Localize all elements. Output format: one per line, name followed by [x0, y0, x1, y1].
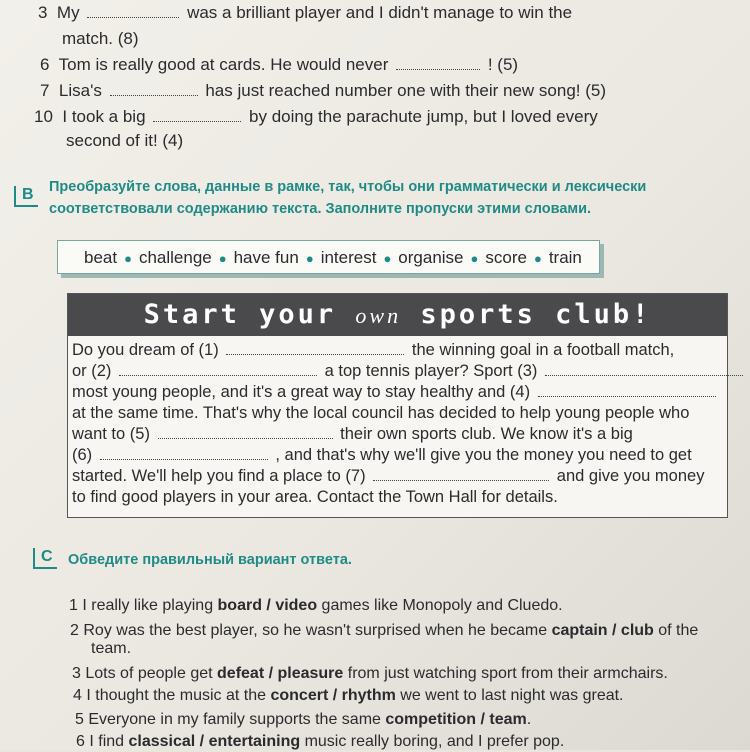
- choice-item-2: [70, 621, 698, 641]
- word-item: organise: [398, 248, 464, 267]
- answer-options[interactable]: classical / entertaining: [128, 733, 301, 750]
- bullet-icon: ●: [124, 251, 132, 266]
- answer-blank[interactable]: [110, 82, 198, 96]
- bullet-icon: ●: [470, 251, 479, 266]
- section-c-instruction: Обведите правильный вариант ответа.: [68, 552, 352, 568]
- card-text: want to (5): [72, 425, 150, 443]
- answer-blank[interactable]: [87, 4, 179, 18]
- answer-blank[interactable]: [153, 108, 241, 122]
- item-text: I thought the music at the: [86, 687, 271, 704]
- answer-blank[interactable]: [396, 56, 480, 70]
- item-text: music really boring, and I prefer pop.: [300, 733, 565, 750]
- bullet-icon: ●: [533, 251, 542, 266]
- item-text: I took a big: [62, 107, 146, 126]
- item-text: games like Monopoly and Cluedo.: [317, 597, 563, 614]
- item-number: 4: [73, 687, 82, 704]
- word-item: train: [548, 248, 582, 267]
- card-line-2: [72, 361, 746, 381]
- exercise-item-7: [40, 81, 606, 101]
- item-number: 2: [70, 622, 79, 639]
- item-text: has just reached number one with their new song! (5): [205, 81, 606, 100]
- choice-item-2-cont: team.: [91, 640, 132, 657]
- item-number: 10: [34, 107, 53, 126]
- item-number: 1: [69, 597, 78, 614]
- word-item: challenge: [138, 248, 212, 267]
- word-item: score: [485, 248, 527, 267]
- word-box: [57, 240, 600, 274]
- item-text: Lisa's: [58, 81, 102, 100]
- gap-7-blank[interactable]: [373, 467, 549, 481]
- card-line-3: [72, 382, 719, 402]
- gap-6-blank[interactable]: [100, 446, 268, 460]
- exercise-item-3-cont: match. (8): [62, 29, 139, 48]
- section-b-instruction-1: Преобразуйте слова, данные в рамке, так, чтобы они грамматически и лексически: [49, 179, 647, 195]
- card-line-5: [72, 424, 633, 444]
- section-b-letter: B: [14, 186, 38, 207]
- choice-item-4: [73, 686, 624, 706]
- item-text: .: [526, 711, 532, 728]
- answer-options[interactable]: board / video: [217, 597, 318, 614]
- item-text: Roy was the best player, so he wasn't surprised when he became: [83, 622, 552, 639]
- card-text: or (2): [72, 362, 112, 380]
- card-text: their own sports club. We know it's a big: [340, 425, 633, 443]
- card-text: the winning goal in a football match,: [411, 341, 675, 359]
- card-line-8: to find good players in your area. Contact the Town Hall for details.: [72, 488, 558, 506]
- bullet-icon: ●: [305, 251, 314, 266]
- section-c-letter: C: [33, 548, 57, 569]
- gap-2-blank[interactable]: [119, 362, 317, 376]
- exercise-item-6: [40, 55, 518, 75]
- gap-3-blank[interactable]: [545, 362, 743, 376]
- bullet-icon: ●: [218, 251, 227, 266]
- choice-item-3: [72, 664, 668, 684]
- item-text: from just watching sport from their armchairs.: [343, 665, 668, 682]
- card-line-1: [72, 340, 674, 360]
- item-text: was a brilliant player and I didn't manage to win the: [187, 3, 573, 22]
- card-text: started. We'll help you find a place to (7): [72, 467, 366, 485]
- card-title: [68, 294, 727, 336]
- card-text: , and that's why we'll give you the money you need to get: [275, 446, 692, 464]
- item-number: 3: [72, 665, 81, 682]
- item-number: 6: [76, 733, 85, 750]
- gap-4-blank[interactable]: [538, 383, 716, 397]
- card-text: (6): [72, 446, 93, 464]
- item-number: 5: [75, 711, 84, 728]
- exercise-item-3: [38, 3, 572, 23]
- word-item: beat: [84, 248, 118, 267]
- word-item: have fun: [233, 248, 299, 267]
- item-text: Lots of people get: [85, 665, 218, 682]
- choice-item-5: [75, 710, 531, 730]
- answer-options[interactable]: concert / rhythm: [270, 687, 396, 704]
- answer-options[interactable]: defeat / pleasure: [217, 665, 344, 682]
- word-item: interest: [320, 248, 377, 267]
- exercise-item-10-cont: second of it! (4): [66, 131, 184, 150]
- item-text: of the: [653, 622, 699, 639]
- section-b-instruction-2: соответствовали содержанию текста. Заполните пропуски этими словами.: [49, 201, 592, 217]
- choice-item-1: [69, 596, 563, 616]
- item-text: I find: [89, 733, 129, 750]
- bullet-icon: ●: [383, 251, 392, 266]
- card-text: Do you dream of (1): [72, 341, 219, 359]
- gap-5-blank[interactable]: [158, 425, 333, 439]
- item-text: we went to last night was great.: [395, 687, 624, 704]
- card-line-7: [72, 466, 704, 486]
- card-title-own: own: [355, 303, 402, 328]
- card-title-part: Start your: [143, 299, 337, 330]
- item-text: I really like playing: [82, 597, 218, 614]
- item-text: by doing the parachute jump, but I loved every: [249, 107, 598, 126]
- item-text: My: [56, 3, 80, 22]
- exercise-item-10: [34, 107, 598, 127]
- card-text: most young people, and it's a great way to stay healthy and (4): [72, 383, 531, 401]
- item-number: 7: [40, 81, 50, 100]
- answer-options[interactable]: captain / club: [551, 622, 654, 639]
- card-text: a top tennis player? Sport (3): [324, 362, 538, 380]
- answer-options[interactable]: competition / team: [385, 711, 527, 728]
- item-number: 3: [38, 3, 48, 22]
- sports-club-card: [67, 293, 728, 518]
- item-number: 6: [40, 55, 50, 74]
- item-text: Tom is really good at cards. He would never: [58, 55, 389, 74]
- card-line-6: [72, 445, 692, 465]
- item-text: ! (5): [487, 55, 519, 74]
- card-line-4: at the same time. That's why the local council has decided to help young people who: [72, 404, 690, 422]
- card-text: and give you money: [556, 467, 705, 485]
- item-text: Everyone in my family supports the same: [88, 711, 386, 728]
- choice-item-6: [76, 732, 564, 752]
- gap-1-blank[interactable]: [226, 341, 404, 355]
- card-title-part: sports club!: [420, 299, 652, 330]
